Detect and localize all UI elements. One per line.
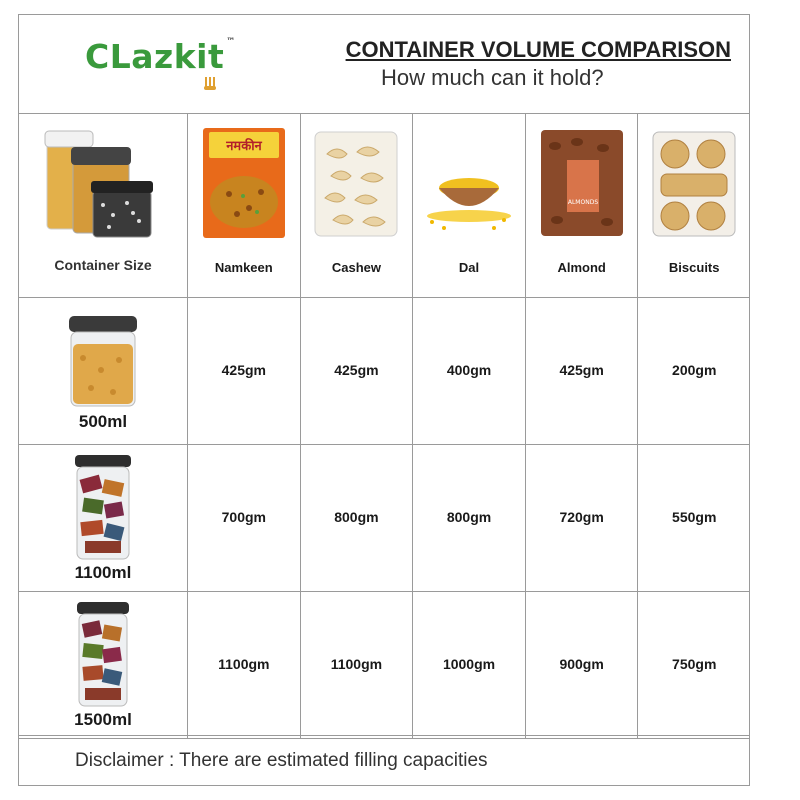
capacity-cell — [413, 298, 526, 445]
almond-pack-icon — [537, 124, 627, 242]
size-cell-500ml — [19, 298, 188, 445]
capacity-value: 550gm — [672, 509, 717, 525]
container-size: 1500ml — [74, 710, 132, 729]
jar-1500ml-icon — [73, 600, 133, 708]
table-row — [19, 445, 750, 592]
jar-500ml-icon — [63, 310, 143, 410]
namkeen-pack-icon — [199, 124, 289, 242]
product-header-namkeen — [188, 113, 301, 298]
capacity-cell — [188, 592, 301, 739]
capacity-cell — [188, 298, 301, 445]
logo-fork-icon — [203, 77, 217, 91]
page-subtitle: How much can it hold? — [381, 65, 604, 90]
capacity-value: 750gm — [672, 656, 717, 672]
disclaimer-text: Disclaimer : There are estimated filling capacities — [75, 750, 488, 771]
brand-logo — [85, 37, 236, 76]
capacity-value: 425gm — [559, 362, 604, 378]
dal-bowl-icon — [424, 124, 514, 242]
capacity-value: 425gm — [334, 362, 379, 378]
capacity-cell — [638, 298, 750, 445]
capacity-cell — [413, 592, 526, 739]
cashew-pack-icon — [311, 124, 401, 242]
product-header-dal — [413, 113, 526, 298]
corner-cell — [19, 113, 188, 298]
capacity-value: 1100gm — [330, 656, 383, 672]
container-size: 500ml — [78, 412, 128, 431]
trademark: ™ — [226, 37, 236, 47]
capacity-cell — [300, 592, 413, 739]
capacity-cell — [638, 445, 750, 592]
capacity-cell — [300, 445, 413, 592]
capacity-cell — [525, 592, 638, 739]
jar-1100ml-icon — [71, 453, 135, 561]
brand-name: CLazkit — [85, 37, 225, 76]
capacity-cell — [525, 298, 638, 445]
capacity-cell — [525, 445, 638, 592]
table-row — [19, 592, 750, 739]
header-row — [19, 113, 750, 298]
capacity-value: 800gm — [334, 509, 379, 525]
footer — [19, 735, 749, 785]
namkeen-pack-text: नमकीन — [226, 138, 262, 154]
table-row — [19, 298, 750, 445]
capacity-cell — [188, 445, 301, 592]
capacity-value: 1100gm — [218, 656, 270, 672]
size-cell-1100ml — [19, 445, 188, 592]
size-cell-1500ml — [19, 592, 188, 739]
capacity-value: 425gm — [221, 362, 266, 378]
product-header-biscuits — [638, 113, 750, 298]
container-size-label: Container Size — [54, 257, 152, 273]
almond-pack-text: ALMONDS — [567, 198, 598, 206]
comparison-frame — [18, 14, 750, 786]
product-label: Dal — [458, 259, 480, 275]
capacity-table — [19, 113, 750, 739]
containers-group-icon — [43, 125, 163, 243]
capacity-cell — [300, 298, 413, 445]
capacity-value: 1000gm — [442, 656, 496, 672]
product-label: Biscuits — [668, 259, 720, 275]
capacity-value: 200gm — [672, 362, 717, 378]
capacity-value: 700gm — [221, 509, 266, 525]
capacity-value: 800gm — [446, 509, 492, 525]
capacity-cell — [638, 592, 750, 739]
product-header-almond — [525, 113, 638, 298]
product-header-cashew — [300, 113, 413, 298]
product-label: Cashew — [331, 259, 381, 275]
capacity-value: 720gm — [559, 509, 604, 525]
capacity-cell — [413, 445, 526, 592]
product-label: Almond — [557, 259, 606, 275]
capacity-value: 900gm — [559, 656, 604, 672]
container-size: 1100ml — [74, 563, 132, 582]
biscuit-box-icon — [649, 124, 739, 242]
product-label: Namkeen — [214, 259, 273, 275]
header — [19, 15, 749, 114]
page-title: CONTAINER VOLUME COMPARISON — [345, 37, 731, 62]
capacity-value: 400gm — [446, 362, 492, 378]
